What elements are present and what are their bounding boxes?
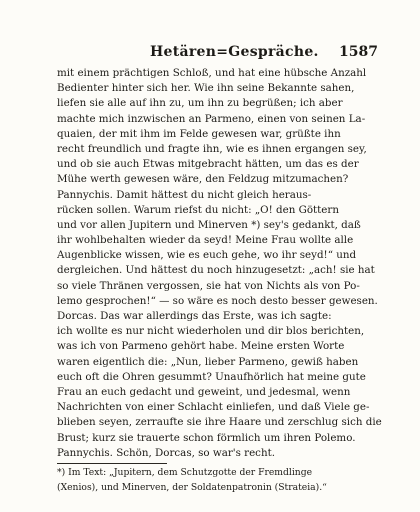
page-number: 1587 — [339, 44, 378, 60]
footnote-line: (Xenios), und Minerven, der Soldatenpatronin (Strateia).“ — [57, 482, 327, 494]
text-line: blieben seyen, zerraufte sie ihre Haare und zerschlug sich die — [57, 416, 382, 429]
text-line: und ob sie auch Etwas mitgebracht hätten, um das es der — [57, 158, 359, 171]
text-line: Brust; kurz sie trauerte schon förmlich um ihren Polemo. — [57, 431, 356, 444]
body-text — [57, 66, 387, 461]
page-header — [150, 44, 378, 62]
text-line: quaien, der mit ihm im Felde gewesen war, grüßte ihn — [57, 127, 341, 140]
text-line: ihr wohlbehalten wieder da seyd! Meine Frau wollte alle — [57, 234, 354, 247]
text-line: waren eigentlich die: „Nun, lieber Parmeno, gewiß haben — [57, 355, 359, 368]
text-line: ich wollte es nur nicht wiederholen und dir blos berichten, — [57, 325, 365, 338]
text-line: Frau an euch gedacht und geweint, und jedesmal, wenn — [57, 385, 351, 398]
text-line: euch oft die Ohren gesummt? Unaufhörlich hat meine gute — [57, 370, 366, 383]
text-line: Dorcas. Das war allerdings das Erste, was ich sagte: — [57, 310, 332, 322]
text-line: Mühe werth gewesen wäre, den Feldzug mitzumachen? — [57, 173, 349, 186]
text-line: liefen sie alle auf ihn zu, um ihn zu begrüßen; ich aber — [57, 97, 343, 110]
text-line: rücken sollen. Warum riefst du nicht: „O! den Göttern — [57, 203, 339, 216]
text-line: was ich von Parmeno gehört habe. Meine ersten Worte — [57, 340, 345, 353]
text-line: und vor allen Jupitern und Minerven *) sey's gedankt, daß — [57, 218, 361, 231]
text-line: recht freundlich und fragte ihn, wie es ihnen ergangen sey, — [57, 142, 367, 155]
footnote-line: *) Im Text: „Jupitern, dem Schutzgotte der Fremdlinge — [57, 467, 313, 478]
text-line: Bedienter hinter sich her. Wie ihn seine Bekannte sahen, — [57, 82, 355, 95]
text-line: Augenblicke wissen, wie es euch gehe, wo ihr seyd!“ und — [57, 249, 357, 262]
footnote — [57, 466, 387, 496]
text-line: lemo gesprochen!“ — so wäre es noch desto besser gewesen. — [57, 294, 378, 307]
text-line: dergleichen. Und hättest du noch hinzugesetzt: „ach! sie hat — [57, 264, 375, 277]
text-line: mit einem prächtigen Schloß, und hat eine hübsche Anzahl — [57, 67, 367, 79]
text-line: Pannychis. Schön, Dorcas, so war's recht. — [57, 446, 275, 459]
text-line: so viele Thränen vergossen, sie hat von Nichts als von Po- — [57, 279, 360, 292]
running-title: Hetären=Gespräche. — [150, 44, 319, 60]
text-line: Nachrichten von einer Schlacht einliefen, und daß Viele ge- — [57, 401, 370, 414]
footnote-rule — [57, 463, 167, 464]
text-line: machte mich inzwischen an Parmeno, einen von seinen La- — [57, 112, 366, 125]
text-line: Pannychis. Damit hättest du nicht gleich heraus- — [57, 188, 312, 201]
